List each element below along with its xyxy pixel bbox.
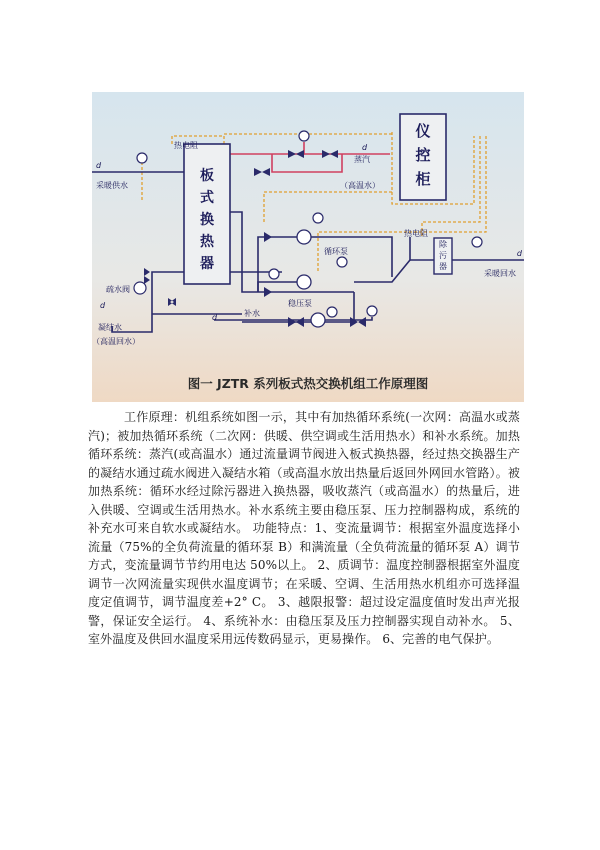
- exchanger-char-5: 器: [200, 256, 214, 272]
- schematic-svg: [92, 92, 524, 402]
- high-temp-water-label: （高温水）: [340, 181, 380, 190]
- exchanger-char-1: 板: [200, 168, 214, 184]
- heating-supply-label: 采暖供水: [96, 181, 128, 190]
- descaler-char-2: 污: [439, 251, 447, 260]
- thermal-resistor-left: 热电阻: [174, 141, 198, 150]
- body-paragraph: 工作原理：机组系统如图一示，其中有加热循环系统(一次网：高温水或蒸汽)；被加热循环系统（二次网：供暖、供空调或生活用热水）和补水系统。加热循环系统：蒸汽(或高温水）通过流量调节阀进入板式换热器，经过热交换器生产的凝结水通过疏水阀进入凝结水箱（或高温水放出热量后返回外网回水管路）。被加热系统：循环水经过除污器进入换热器，吸收蒸汽（或高温水）的热量后，进入供暖、空调或生活用热水。补水系统主要由稳压泵、压力控制器构成，系统的补充水可来自软水或凝结水。 功能特点：1、变流量调节：根据室外温度选择小流量（75%的全负荷流量的循环泵 B）和满流量（全负荷流量的循环泵 A）调节方式，变流量调节节约用电达 50%以上。 2、质调节：温度控制器根据室外温度调节一次网流量实现供水温度调节；在采暖、空调、生活用热水机组亦可选择温度定值调节，调节温度差+2° C。 3、越限报警：超过设定温度值时发出声光报警，保证安全运行。 4、系统补水：由稳压泵及压力控制器实现自动补水。 5、室外温度及供回水温度采用远传数码显示，更易操作。 6、完善的电气保护。: [88, 410, 520, 646]
- heating-return-label: 采暖回水: [484, 269, 516, 278]
- descaler-char-3: 器: [439, 262, 447, 271]
- d-marker-drain: d: [100, 301, 106, 310]
- d-marker-steam: d: [362, 143, 368, 152]
- schematic-figure: [92, 92, 524, 402]
- figure-caption: 图一 JZTR 系列板式热交换机组工作原理图: [187, 376, 429, 391]
- circulation-pump-label: 循环泵: [324, 247, 348, 256]
- stabilizer-pump-label: 稳压泵: [288, 299, 312, 308]
- d-marker-return: d: [516, 249, 522, 258]
- descaler-char-1: 除: [439, 240, 447, 249]
- d-marker-makeup: d: [212, 313, 218, 322]
- condensate-label: 凝结水: [98, 323, 122, 332]
- exchanger-char-4: 热: [200, 234, 214, 250]
- cabinet-char-1: 仪: [415, 122, 431, 140]
- d-marker-supply: d: [96, 161, 102, 170]
- body-text: [88, 408, 520, 649]
- steam-label: 蒸汽: [354, 155, 370, 164]
- thermal-resistor-right: 热电阻: [404, 229, 428, 238]
- drain-valve-label: 疏水阀: [106, 285, 130, 294]
- high-temp-return-label: （高温回水）: [92, 337, 140, 346]
- makeup-water-label: 补水: [244, 309, 260, 318]
- exchanger-char-3: 换: [200, 212, 214, 228]
- exchanger-char-2: 式: [200, 190, 214, 206]
- cabinet-char-2: 控: [415, 146, 431, 164]
- cabinet-char-3: 柜: [415, 170, 431, 188]
